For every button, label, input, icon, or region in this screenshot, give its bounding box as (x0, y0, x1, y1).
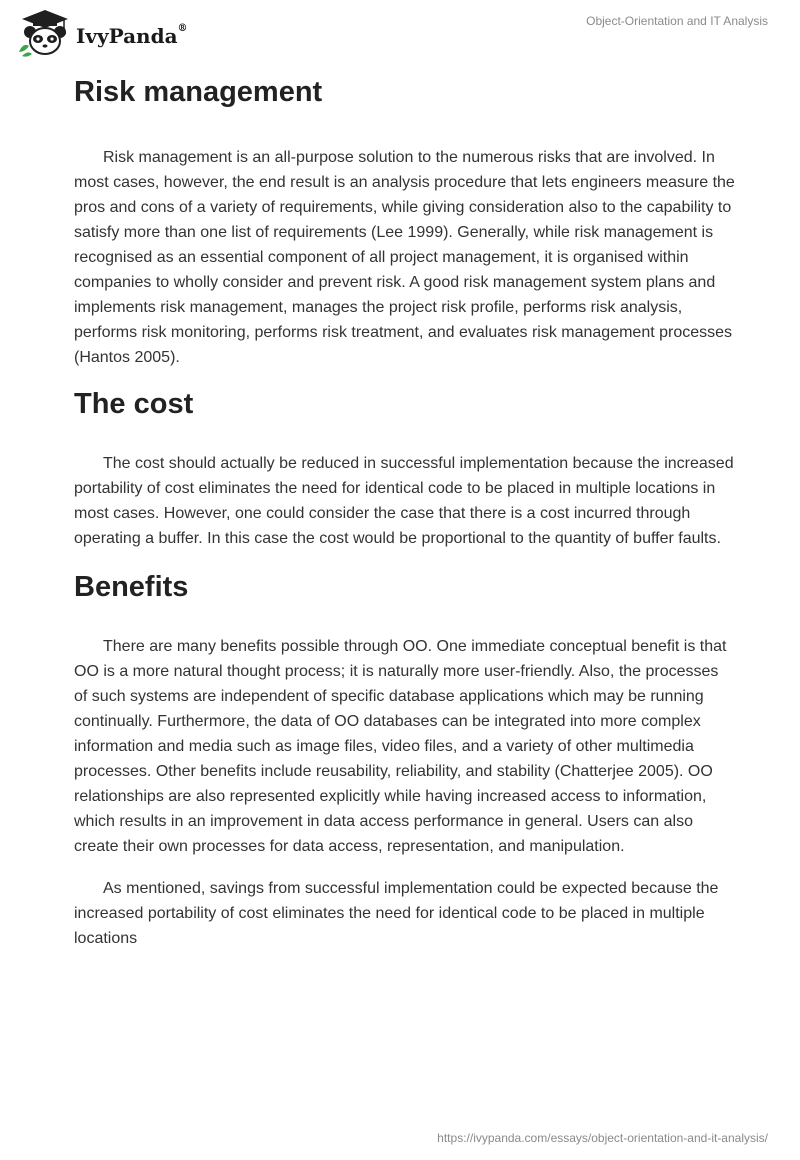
panda-graduate-icon (16, 8, 74, 58)
source-url[interactable]: https://ivypanda.com/essays/object-orientation-and-it-analysis/ (437, 1131, 768, 1145)
heading-risk-management: Risk management (74, 76, 323, 108)
ivypanda-logo[interactable] (16, 8, 216, 58)
document-title: Object-Orientation and IT Analysis (586, 14, 768, 28)
heading-the-cost: The cost (74, 388, 194, 420)
paragraph-risk-management: Risk management is an all-purpose solution to the numerous risks that are involved. In most cases, however, the end result is an analysis procedure that lets engineers measure the pros and cons of a variety of requirements, while giving consideration also to the capability to satisfy more than one list of requirements (Lee 1999). Generally, while risk management is recognised as an essential component of all project management, it is organised within companies to wholly consider and prevent risk. A good risk management system plans and implements risk management, manages the project risk profile, performs risk analysis, performs risk monitoring, performs risk treatment, and evaluates risk management processes (Hantos 2005). (74, 149, 735, 366)
paragraph-benefits-2: As mentioned, savings from successful implementation could be expected because the increased portability of cost eliminates the need for identical code to be placed in multiple locations (74, 880, 719, 947)
registered-mark: ® (177, 23, 188, 35)
brand-name: IvyPanda® (76, 23, 188, 48)
heading-benefits: Benefits (74, 571, 189, 603)
paragraph-the-cost: The cost should actually be reduced in successful implementation because the increased portability of cost eliminates the need for identical code to be placed in multiple locations in most cases. However, one could consider the case that there is a cost incurred through operating a buffer. In this case the cost would be proportional to the quantity of buffer faults. (74, 455, 734, 547)
article-body (74, 72, 736, 951)
paragraph-benefits-1: There are many benefits possible through OO. One immediate conceptual benefit is that OO is a more natural thought process; it is naturally more user-friendly. Also, the processes of such systems are independent of specific database applications which may be running continually. Furthermore, the data of OO databases can be integrated into more complex information and media such as image files, video files, and a variety of other multimedia processes. Other benefits include reusability, reliability, and stability (Chatterjee 2005). OO relationships are also represented explicitly while having increased access to information, which results in an improvement in data access performance in general. Users can also create their own processes for data access, representation, and manipulation. (74, 638, 727, 855)
